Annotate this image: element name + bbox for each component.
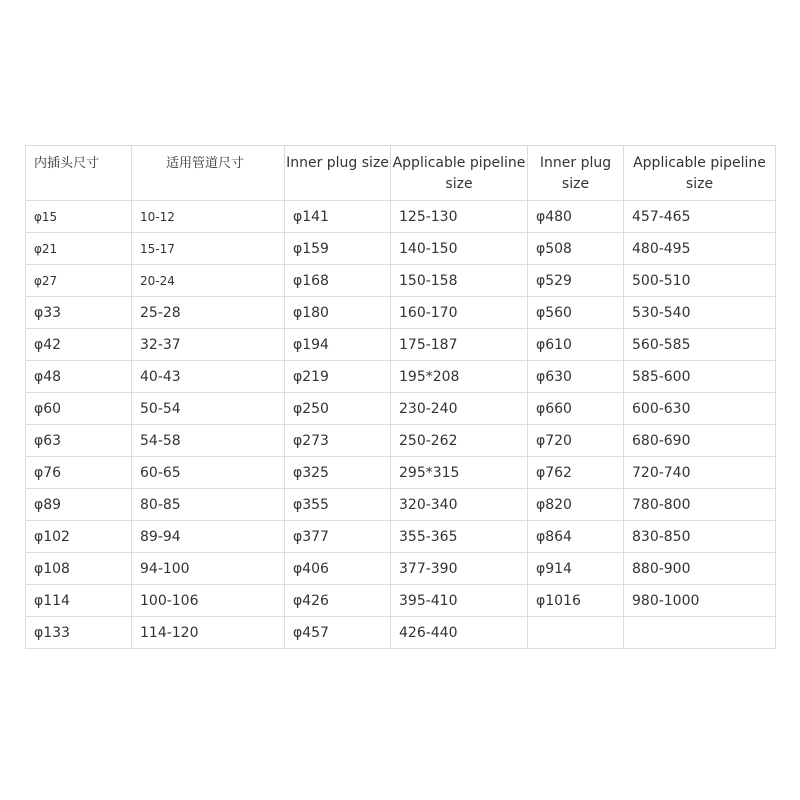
- pipeline-size-cell: 94-100: [132, 553, 285, 585]
- pipeline-size-cell: 426-440: [391, 617, 528, 649]
- inner-plug-size-cell: φ114: [26, 585, 132, 617]
- inner-plug-size-cell: φ141: [285, 201, 391, 233]
- inner-plug-size-cell: φ180: [285, 297, 391, 329]
- pipeline-size-cell: 20-24: [132, 265, 285, 297]
- inner-plug-size-cell: φ250: [285, 393, 391, 425]
- pipeline-size-cell: 457-465: [624, 201, 776, 233]
- header-applicable-pipeline-size: Applicable pipeline size: [391, 146, 528, 201]
- inner-plug-size-cell: φ914: [528, 553, 624, 585]
- table-row: [26, 457, 776, 489]
- pipeline-size-cell: 160-170: [391, 297, 528, 329]
- pipeline-size-cell: 680-690: [624, 425, 776, 457]
- pipeline-size-cell: 377-390: [391, 553, 528, 585]
- inner-plug-size-cell: φ21: [26, 233, 132, 265]
- pipeline-size-cell: 50-54: [132, 393, 285, 425]
- inner-plug-size-cell: φ457: [285, 617, 391, 649]
- pipeline-size-cell: 100-106: [132, 585, 285, 617]
- pipeline-size-cell: 395-410: [391, 585, 528, 617]
- inner-plug-size-cell: φ168: [285, 265, 391, 297]
- inner-plug-size-cell: φ864: [528, 521, 624, 553]
- inner-plug-size-cell: φ529: [528, 265, 624, 297]
- pipeline-size-cell: 125-130: [391, 201, 528, 233]
- inner-plug-size-cell: φ426: [285, 585, 391, 617]
- inner-plug-size-cell: φ102: [26, 521, 132, 553]
- inner-plug-size-cell: φ820: [528, 489, 624, 521]
- header-inner-plug-size-cn: 内插头尺寸: [26, 146, 132, 201]
- pipeline-size-cell: 114-120: [132, 617, 285, 649]
- pipeline-size-cell: 295*315: [391, 457, 528, 489]
- inner-plug-size-cell: φ42: [26, 329, 132, 361]
- table-body: [26, 201, 776, 649]
- table-row: [26, 329, 776, 361]
- pipeline-size-cell: [624, 617, 776, 649]
- header-inner-plug-size: Inner plug size: [285, 146, 391, 201]
- size-table: [25, 145, 776, 649]
- table-row: [26, 297, 776, 329]
- table-row: [26, 361, 776, 393]
- inner-plug-size-cell: [528, 617, 624, 649]
- table-row: [26, 201, 776, 233]
- inner-plug-size-cell: φ480: [528, 201, 624, 233]
- header-pipeline-size-cn: 适用管道尺寸: [132, 146, 285, 201]
- inner-plug-size-cell: φ60: [26, 393, 132, 425]
- pipeline-size-cell: 54-58: [132, 425, 285, 457]
- inner-plug-size-cell: φ720: [528, 425, 624, 457]
- pipeline-size-cell: 80-85: [132, 489, 285, 521]
- inner-plug-size-cell: φ406: [285, 553, 391, 585]
- inner-plug-size-cell: φ89: [26, 489, 132, 521]
- inner-plug-size-cell: φ194: [285, 329, 391, 361]
- inner-plug-size-cell: φ15: [26, 201, 132, 233]
- pipeline-size-cell: 195*208: [391, 361, 528, 393]
- table-row: [26, 489, 776, 521]
- pipeline-size-cell: 40-43: [132, 361, 285, 393]
- table-row: [26, 233, 776, 265]
- table-row: [26, 425, 776, 457]
- pipeline-size-cell: 720-740: [624, 457, 776, 489]
- header-inner-plug-size-2: Inner plug size: [528, 146, 624, 201]
- pipeline-size-cell: 60-65: [132, 457, 285, 489]
- pipeline-size-cell: 320-340: [391, 489, 528, 521]
- table-row: [26, 265, 776, 297]
- inner-plug-size-cell: φ1016: [528, 585, 624, 617]
- pipeline-size-cell: 585-600: [624, 361, 776, 393]
- table-row: [26, 521, 776, 553]
- pipeline-size-cell: 500-510: [624, 265, 776, 297]
- pipeline-size-cell: 600-630: [624, 393, 776, 425]
- inner-plug-size-cell: φ762: [528, 457, 624, 489]
- inner-plug-size-cell: φ377: [285, 521, 391, 553]
- inner-plug-size-cell: φ610: [528, 329, 624, 361]
- inner-plug-size-cell: φ630: [528, 361, 624, 393]
- inner-plug-size-cell: φ508: [528, 233, 624, 265]
- pipeline-size-cell: 355-365: [391, 521, 528, 553]
- inner-plug-size-cell: φ325: [285, 457, 391, 489]
- table-row: [26, 393, 776, 425]
- pipeline-size-cell: 880-900: [624, 553, 776, 585]
- pipeline-size-cell: 560-585: [624, 329, 776, 361]
- pipeline-size-cell: 250-262: [391, 425, 528, 457]
- inner-plug-size-cell: φ108: [26, 553, 132, 585]
- pipeline-size-cell: 15-17: [132, 233, 285, 265]
- pipeline-size-cell: 780-800: [624, 489, 776, 521]
- inner-plug-size-cell: φ48: [26, 361, 132, 393]
- pipeline-size-cell: 980-1000: [624, 585, 776, 617]
- pipeline-size-cell: 530-540: [624, 297, 776, 329]
- pipeline-size-cell: 140-150: [391, 233, 528, 265]
- pipeline-size-cell: 830-850: [624, 521, 776, 553]
- inner-plug-size-cell: φ560: [528, 297, 624, 329]
- pipeline-size-cell: 175-187: [391, 329, 528, 361]
- table-row: [26, 585, 776, 617]
- inner-plug-size-cell: φ159: [285, 233, 391, 265]
- header-row: [26, 146, 776, 201]
- inner-plug-size-cell: φ355: [285, 489, 391, 521]
- table-row: [26, 617, 776, 649]
- inner-plug-size-cell: φ27: [26, 265, 132, 297]
- inner-plug-size-cell: φ219: [285, 361, 391, 393]
- inner-plug-size-cell: φ660: [528, 393, 624, 425]
- header-applicable-pipeline-size-2: Applicable pipeline size: [624, 146, 776, 201]
- pipeline-size-cell: 230-240: [391, 393, 528, 425]
- inner-plug-size-cell: φ133: [26, 617, 132, 649]
- pipeline-size-cell: 32-37: [132, 329, 285, 361]
- pipeline-size-cell: 10-12: [132, 201, 285, 233]
- pipeline-size-cell: 89-94: [132, 521, 285, 553]
- inner-plug-size-cell: φ33: [26, 297, 132, 329]
- inner-plug-size-cell: φ273: [285, 425, 391, 457]
- pipeline-size-cell: 480-495: [624, 233, 776, 265]
- inner-plug-size-cell: φ63: [26, 425, 132, 457]
- pipeline-size-cell: 150-158: [391, 265, 528, 297]
- inner-plug-size-cell: φ76: [26, 457, 132, 489]
- pipeline-size-cell: 25-28: [132, 297, 285, 329]
- table-row: [26, 553, 776, 585]
